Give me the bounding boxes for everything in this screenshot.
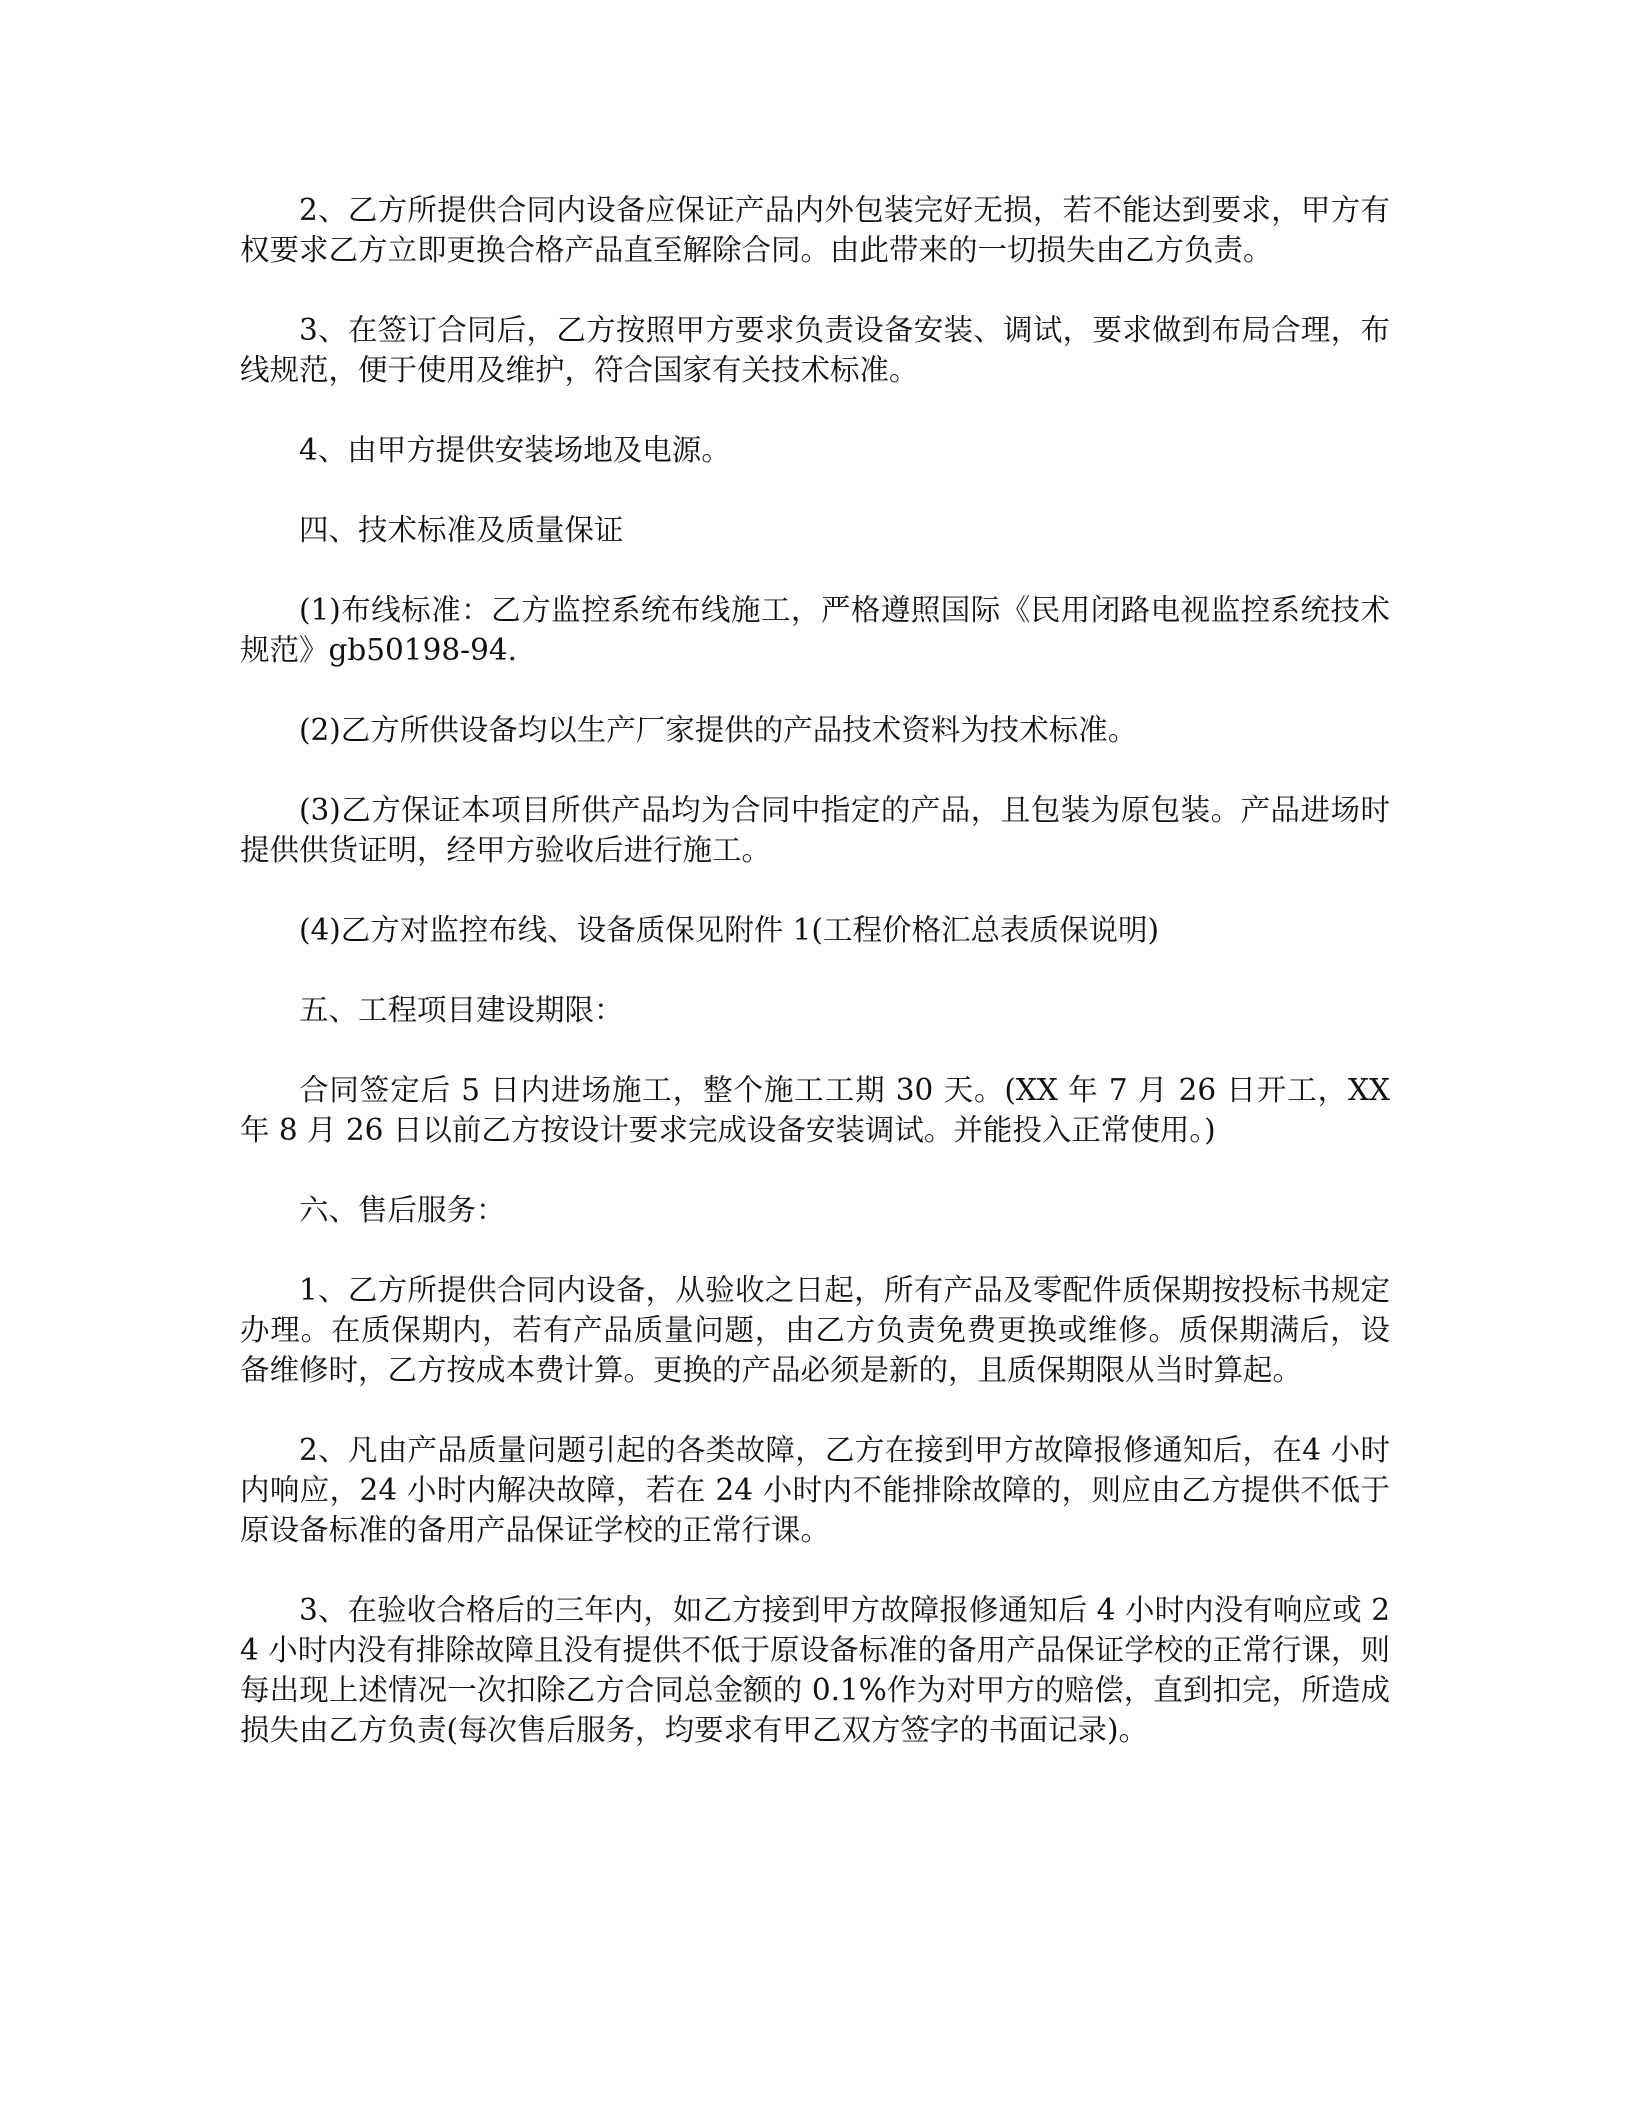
section-heading-after-sales: 六、售后服务： xyxy=(299,1193,506,1227)
document-body xyxy=(240,190,1390,1750)
clause-5-schedule: 合同签定后 5 日内进场施工，整个施工工期 30 天。(XX 年 7 月 26 日开工，XX 年 8 月 26 日以前乙方按设计要求完成设备安装调试。并能投入正常使用。) xyxy=(240,1073,1390,1147)
clause-3-2-packaging: 2、乙方所提供合同内设备应保证产品内外包装完好无损，若不能达到要求，甲方有权要求乙方立即更换合格产品直至解除合同。由此带来的一切损失由乙方负责。 xyxy=(240,193,1390,267)
clause-4-2-equipment-standard: (2)乙方所供设备均以生产厂家提供的产品技术资料为技术标准。 xyxy=(299,713,1138,747)
clause-6-2-response-time: 2、凡由产品质量问题引起的各类故障，乙方在接到甲方故障报修通知后，在4 小时内响应，24 小时内解决故障，若在 24 小时内不能排除故障的，则应由乙方提供不低于原设备标准的备用产品保证学校的正常行课。 xyxy=(240,1433,1390,1547)
clause-6-3-penalty: 3、在验收合格后的三年内，如乙方接到甲方故障报修通知后 4 小时内没有响应或 24 小时内没有排除故障且没有提供不低于原设备标准的备用产品保证学校的正常行课，则每出现上述情况一次扣除乙方合同总金额的 0.1%作为对甲方的赔偿，直到扣完，所造成损失由乙方负责(每次售后服务，均要求有甲乙双方签字的书面记录)。 xyxy=(240,1593,1390,1747)
section-heading-construction-period: 五、工程项目建设期限： xyxy=(299,993,624,1027)
clause-4-3-original-packaging: (3)乙方保证本项目所供产品均为合同中指定的产品，且包装为原包装。产品进场时提供供货证明，经甲方验收后进行施工。 xyxy=(240,793,1390,867)
clause-4-4-warranty-attachment: (4)乙方对监控布线、设备质保见附件 1(工程价格汇总表质保说明) xyxy=(299,913,1159,947)
clause-4-1-wiring-standard: (1)布线标准：乙方监控系统布线施工，严格遵照国际《民用闭路电视监控系统技术规范》gb50198-94. xyxy=(240,593,1390,667)
clause-3-4-site-power: 4、由甲方提供安装场地及电源。 xyxy=(299,433,731,467)
clause-3-3-installation: 3、在签订合同后，乙方按照甲方要求负责设备安装、调试，要求做到布局合理，布线规范，便于使用及维护，符合国家有关技术标准。 xyxy=(240,313,1390,387)
clause-6-1-warranty: 1、乙方所提供合同内设备，从验收之日起，所有产品及零配件质保期按投标书规定办理。在质保期内，若有产品质量问题，由乙方负责免费更换或维修。质保期满后，设备维修时，乙方按成本费计算。更换的产品必须是新的，且质保期限从当时算起。 xyxy=(240,1273,1390,1387)
section-heading-technical-standards: 四、技术标准及质量保证 xyxy=(299,513,624,547)
